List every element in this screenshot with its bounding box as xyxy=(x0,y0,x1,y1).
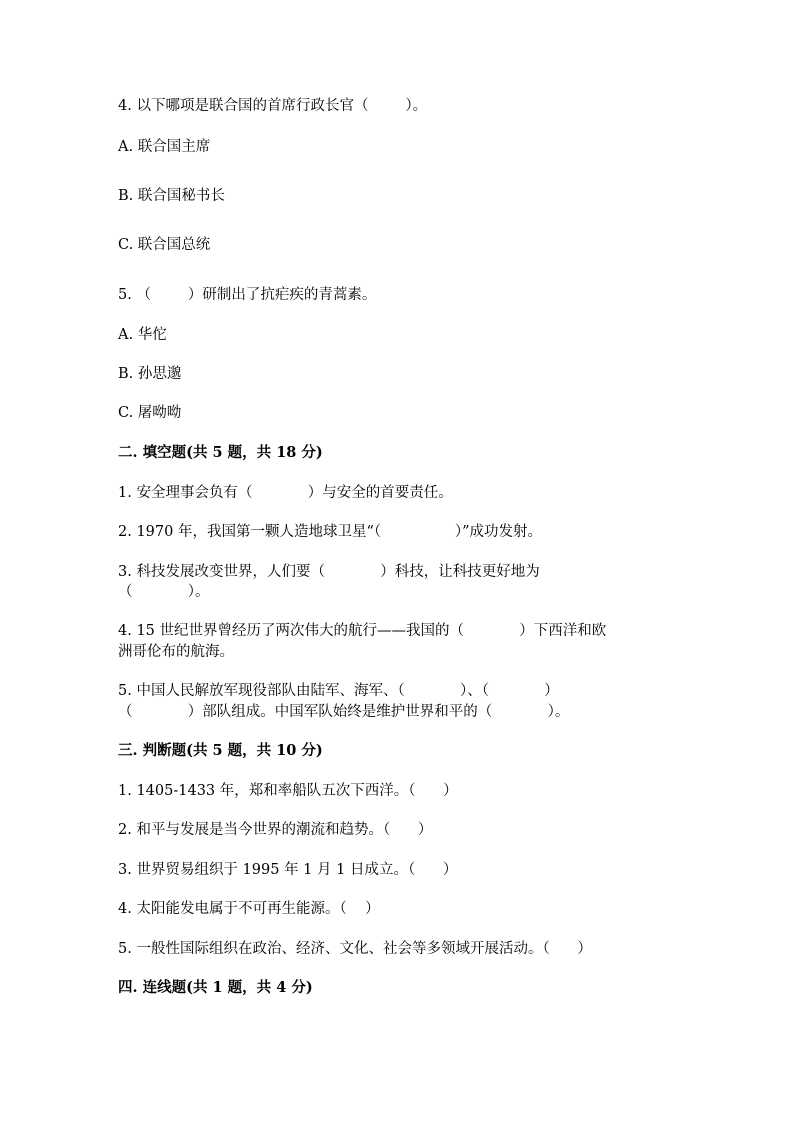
question-5-option-a: A. 华佗 xyxy=(118,327,167,343)
fill-question-1: 1. 安全理事会负有（ ）与安全的首要责任。 xyxy=(118,485,453,501)
section-4-heading: 四. 连线题(共 1 题，共 4 分) xyxy=(118,979,313,996)
section-3-heading: 三. 判断题(共 5 题，共 10 分) xyxy=(118,742,323,759)
fill-question-4-line-1: 4. 15 世纪世界曾经历了两次伟大的航行——我国的（ ）下西洋和欧 xyxy=(118,623,607,639)
fill-question-3-line-2: （ ）。 xyxy=(118,584,210,600)
judge-question-4: 4. 太阳能发电属于不可再生能源。（ ） xyxy=(118,901,380,917)
fill-question-5-line-1: 5. 中国人民解放军现役部队由陆军、海军、（ ）、（ ） xyxy=(118,683,559,699)
question-5-stem: 5. （ ）研制出了抗疟疾的青蒿素。 xyxy=(118,287,377,303)
question-4-option-a: A. 联合国主席 xyxy=(118,139,211,155)
question-4-option-c: C. 联合国总统 xyxy=(118,237,211,253)
judge-question-2: 2. 和平与发展是当今世界的潮流和趋势。（ ） xyxy=(118,822,433,838)
judge-question-5: 5. 一般性国际组织在政治、经济、文化、社会等多领域开展活动。（ ） xyxy=(118,941,592,957)
fill-question-5-line-2: （ ）部队组成。中国军队始终是维护世界和平的（ ）。 xyxy=(118,704,570,720)
judge-question-1: 1. 1405-1433 年，郑和率船队五次下西洋。（ ） xyxy=(118,783,458,799)
question-5-option-b: B. 孙思邈 xyxy=(118,366,182,382)
judge-question-3: 3. 世界贸易组织于 1995 年 1 月 1 日成立。（ ） xyxy=(118,862,458,878)
question-4-option-b: B. 联合国秘书长 xyxy=(118,188,225,204)
section-2-heading: 二. 填空题(共 5 题，共 18 分) xyxy=(118,444,323,461)
fill-question-3-line-1: 3. 科技发展改变世界，人们要（ ）科技，让科技更好地为 xyxy=(118,564,540,580)
question-4-stem: 4. 以下哪项是联合国的首席行政长官（ ）。 xyxy=(118,98,428,114)
question-5-option-c: C. 屠呦呦 xyxy=(118,405,182,421)
fill-question-4-line-2: 洲哥伦布的航海。 xyxy=(118,644,234,660)
fill-question-2: 2. 1970 年，我国第一颗人造地球卫星“（ ）”成功发射。 xyxy=(118,524,543,540)
